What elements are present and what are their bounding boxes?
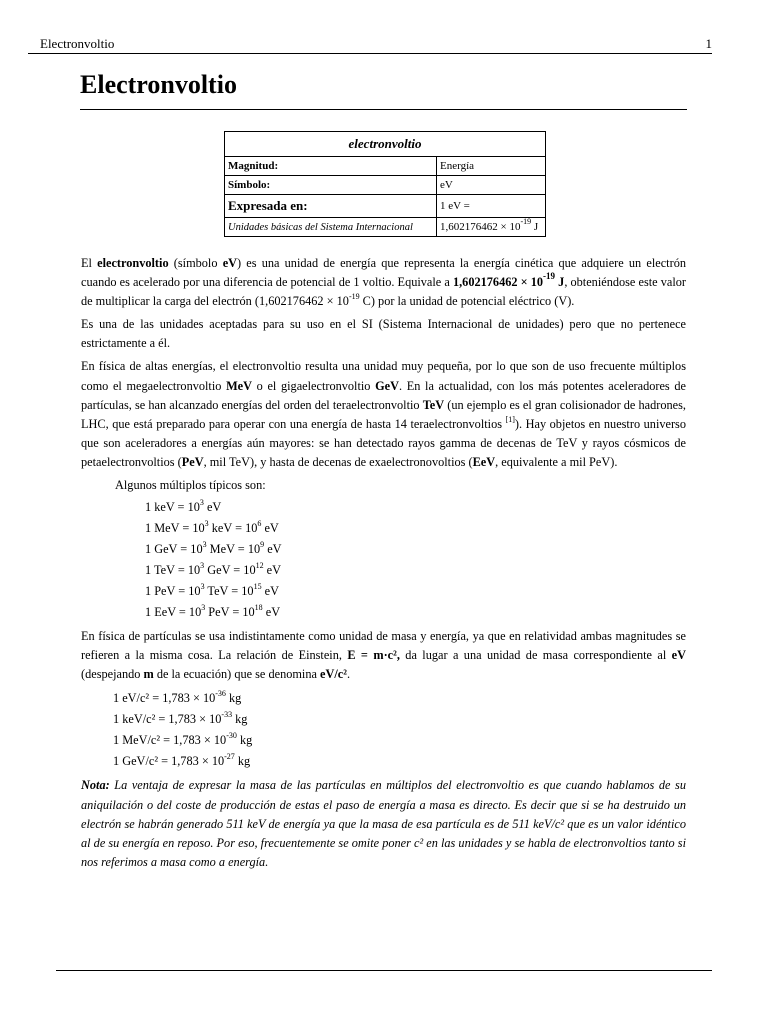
page-title: Electronvoltio bbox=[80, 70, 237, 99]
infobox-label: Unidades básicas del Sistema Internacional bbox=[225, 218, 437, 237]
infobox-row bbox=[225, 176, 546, 195]
mass-line: 1 $eV/c^2 = 1,783 \times 10^{-36}$ kg bbox=[113, 689, 242, 706]
multiple-line: 1 MeV = $10^3$ keV = $10^6$ eV bbox=[145, 519, 279, 536]
title-rule bbox=[80, 109, 687, 110]
infobox-label: Magnitud: bbox=[225, 157, 437, 176]
paragraph-note: Nota: La ventaja de expresar la masa de las partículas en múltiplos del electronvoltio es que cuando hablamos de su aniquilación o del coste de producción de estas el paso de energía a masa es directo. Es decir que si se ha destruido un electrón se habrán generado 511 keV de energía ya que la masa de esa partícula es de 511 keV/c² que es un valor idéntico al de su energía en reposo. Por eso, frecuentemente se omite poner c² en las unidades y se habla de electronvoltios tanto si nos referimos a masa como a energía. bbox=[81, 778, 686, 869]
infobox-value: 1 eV = bbox=[437, 195, 546, 218]
infobox-row bbox=[225, 218, 546, 237]
multiple-line: 1 TeV = $10^3$ GeV = $10^{12}$ eV bbox=[145, 561, 282, 578]
header-rule bbox=[28, 53, 712, 54]
infobox-label: Expresada en: bbox=[225, 195, 437, 218]
infobox-value: eV bbox=[437, 176, 546, 195]
mass-line: 1 $MeV/c^2 = 1,783 \times 10^{-30}$ kg bbox=[113, 731, 253, 748]
mass-line: 1 $keV/c^2 = 1,783 \times 10^{-33}$ kg bbox=[113, 710, 248, 727]
page-number: 1 bbox=[705, 36, 712, 51]
running-header bbox=[40, 36, 712, 52]
paragraph-high-energy: En física de altas energías, el electronvoltio resulta una unidad muy pequeña, por lo que son de uso frecuente múltiplos como el megaelectronvoltio MeV o el gigaelectronvoltio GeV. En la actualidad, con los más potentes aceleradores de partículas, se han alcanzado energías del orden del teraelectronvoltio TeV (un ejemplo es el gran colisionador de hadrones, LHC, que está preparado para operar con una energía de hasta 14 teraelectronvoltios [1]). Hay objetos en nuestro universo que son aceleradores a energías aún mayores: se han detectado rayos gamma de decenas de TeV y rayos cósmicos de petaelectronvoltios (PeV, mil TeV), y hasta de decenas de exaelectronovoltios (EeV, equivalente a mil PeV). bbox=[81, 359, 686, 469]
paragraph-si: Es una de las unidades aceptadas para su uso en el SI (Sistema Internacional de unidades) pero que no pertenece estrictamente a él. bbox=[81, 317, 686, 351]
running-title: Electronvoltio bbox=[40, 36, 115, 51]
reference-link[interactable]: [1] bbox=[505, 414, 515, 424]
multiples-intro: Algunos múltiplos típicos son: bbox=[115, 478, 266, 493]
infobox-row bbox=[225, 195, 546, 218]
infobox-row bbox=[225, 157, 546, 176]
footer-rule bbox=[56, 970, 712, 971]
multiple-line: 1 keV = $10^3$ eV bbox=[145, 498, 222, 515]
paragraph-definition: El electronvoltio (símbolo eV) es una unidad de energía que representa la energía cinética que adquiere un electrón cuando es acelerado por una diferencia de potencial de 1 voltio. Equivale a $1,602176462 \times 10^{-19}$ J, obteniéndose este valor de multiplicar la carga del electrón ($1,602176462 \times 10^{-19}$ C) por la unidad de potencial eléctrico (V). bbox=[81, 256, 686, 309]
infobox-value: Energía bbox=[437, 157, 546, 176]
multiple-line: 1 GeV = $10^3$ MeV = $10^9$ eV bbox=[145, 540, 282, 557]
multiple-line: 1 PeV = $10^3$ TeV = $10^{15}$ eV bbox=[145, 582, 279, 599]
multiple-line: 1 EeV = $10^3$ PeV = $10^{18}$ eV bbox=[145, 603, 281, 620]
paragraph-mass-energy: En física de partículas se usa indistintamente como unidad de masa y energía, ya que en relatividad ambas magnitudes se refieren a la misma cosa. La relación de Einstein, E = m·c², da lugar a una unidad de masa correspondiente al eV (despejando m de la ecuación) que se denomina eV/c². bbox=[81, 629, 686, 682]
mass-line: 1 $GeV/c^2 = 1,783 \times 10^{-27}$ kg bbox=[113, 752, 251, 769]
infobox-label: Símbolo: bbox=[225, 176, 437, 195]
article-body bbox=[81, 254, 686, 876]
infobox-table bbox=[224, 131, 546, 237]
infobox-caption: electronvoltio bbox=[225, 132, 546, 157]
infobox-value: $1,602176462 \times 10^{-19}$ J bbox=[437, 218, 546, 237]
